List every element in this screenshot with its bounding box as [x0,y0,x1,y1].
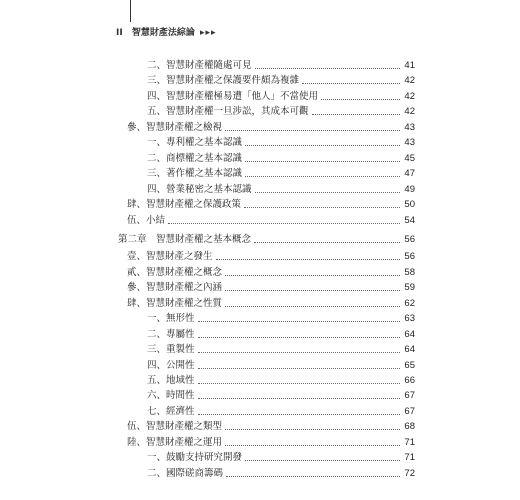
toc-entry-page: 50 [404,199,415,211]
toc-entry-page: 63 [404,313,415,325]
toc-entry-label: 四、智慧財產權極易遭「他人」不當使用 [147,90,319,102]
dot-leader [302,83,400,84]
toc-entry-page: 58 [404,266,415,278]
toc-entry-page: 62 [404,297,415,309]
toc-entry [147,326,415,341]
dot-leader [245,460,400,461]
dot-leader [321,99,400,100]
toc-entry-label: 肆、智慧財產權之保護政策 [127,199,242,211]
toc-entry-label: 三、著作權之基本認識 [147,168,243,180]
running-header [116,25,217,38]
toc-entry [147,72,415,87]
dot-leader [255,68,400,69]
dot-leader [245,176,400,177]
dot-leader [198,368,400,369]
dot-leader [225,306,400,307]
toc-entry-label: 七、經濟性 [147,405,195,417]
toc-entry [147,341,415,356]
toc-entry-label: 二、專屬性 [147,328,195,340]
dot-leader [198,398,400,399]
margin-line [130,0,131,22]
toc-entry-page: 54 [404,214,415,226]
toc-entry-label: 貳、智慧財產權之概念 [127,266,223,278]
toc-entry-page: 59 [404,282,415,294]
toc-entry [127,248,415,263]
dot-leader [216,259,400,260]
toc-entry [147,57,415,72]
dot-leader [198,337,400,338]
toc-entry-label: 第二章 智慧財產權之基本概念 [118,233,252,245]
toc-entry [147,465,415,480]
dot-leader [244,207,400,208]
dot-leader [198,414,400,415]
toc-entry-label: 伍、智慧財產權之類型 [127,421,223,433]
dot-leader [226,476,400,477]
toc-entry-label: 參、智慧財產權之內涵 [127,282,223,294]
dot-leader [225,130,400,131]
toc-entry-label: 三、重製性 [147,344,195,356]
arrow-ornament: ▸▸▸ [200,28,217,38]
toc-entry [147,103,415,118]
dot-leader [225,275,400,276]
toc-entry-label: 陸、智慧財產權之運用 [127,436,223,448]
toc-entry-page: 67 [404,405,415,417]
dot-leader [168,223,400,224]
toc-entry [147,165,415,180]
toc-entry-page: 45 [404,152,415,164]
toc-entry [147,134,415,149]
toc-entry [127,295,415,310]
toc-entry [147,357,415,372]
toc-entry-label: 參、智慧財產權之檢視 [127,121,223,133]
dot-leader [198,383,400,384]
toc-entry [118,231,415,246]
toc-entry [127,434,415,449]
toc-entry-label: 四、營業秘密之基本認識 [147,183,252,195]
toc-entry [147,403,415,418]
toc-entry-label: 肆、智慧財產權之性質 [127,297,223,309]
toc-entry-label: 伍、小結 [127,214,166,226]
toc-entry-label: 二、國際磋商籌碼 [147,467,224,479]
toc-entry-label: 四、公開性 [147,359,195,371]
dot-leader [225,429,400,430]
toc-entry-page: 68 [404,421,415,433]
toc-entry-page: 71 [404,452,415,464]
dot-leader [255,192,400,193]
toc-entry-page: 56 [404,233,415,245]
toc-entry [147,88,415,103]
dot-leader [225,445,400,446]
dot-leader [198,352,400,353]
toc-entry-label: 二、智慧財產權隨處可見 [147,60,252,71]
toc-entry [147,449,415,464]
toc-entry-page: 65 [404,359,415,371]
toc-entry [127,279,415,294]
toc-entry-page: 43 [404,137,415,149]
toc-entry [147,181,415,196]
toc-entry-label: 三、智慧財產權之保護要件頗為複雜 [147,75,300,87]
toc-entry-label: 一、無形性 [147,313,195,325]
toc-entry [127,119,415,134]
toc-entry [147,150,415,165]
toc-entry-label: 壹、智慧財產之發生 [127,251,213,263]
toc-entry-page: 71 [404,436,415,448]
dot-leader [198,321,400,322]
toc-entry-page: 72 [404,467,415,479]
toc-entry-label: 六、時間性 [147,390,195,402]
toc-entry-label: 五、地域性 [147,375,195,386]
toc-entry-page: 64 [404,344,415,356]
toc-entry [147,310,415,325]
toc-entry-label: 一、鼓勵支持研究開發 [147,452,243,464]
book-title: 智慧財產法綜論 [131,28,195,38]
toc-entry [127,418,415,433]
toc-entry-label: 二、商標權之基本認識 [147,152,243,164]
page-number-roman: II [116,28,123,38]
dot-leader [245,161,400,162]
toc-entry-page: 42 [404,90,415,102]
toc-entry [127,196,415,211]
toc-entry-page: 56 [404,251,415,263]
toc-entry-label: 一、專利權之基本認識 [147,137,243,149]
toc-entry-page: 66 [404,375,415,386]
toc-entry-page: 41 [404,60,415,71]
toc-entry-label: 五、智慧財產權一旦涉訟，其成本可觀 [147,106,309,118]
toc-entry [127,212,415,227]
dot-leader [254,242,400,243]
toc-entry-page: 64 [404,328,415,340]
toc-entry-page: 43 [404,121,415,133]
toc-entry [127,264,415,279]
toc-entry-page: 49 [404,183,415,195]
dot-leader [225,290,400,291]
dot-leader [245,145,400,146]
toc-entry-page: 42 [404,75,415,87]
toc-entry [147,387,415,402]
toc-entry-page: 67 [404,390,415,402]
toc-entry [147,372,415,387]
toc-entry-page: 42 [404,106,415,118]
dot-leader [312,114,400,115]
toc-entry-page: 47 [404,168,415,180]
